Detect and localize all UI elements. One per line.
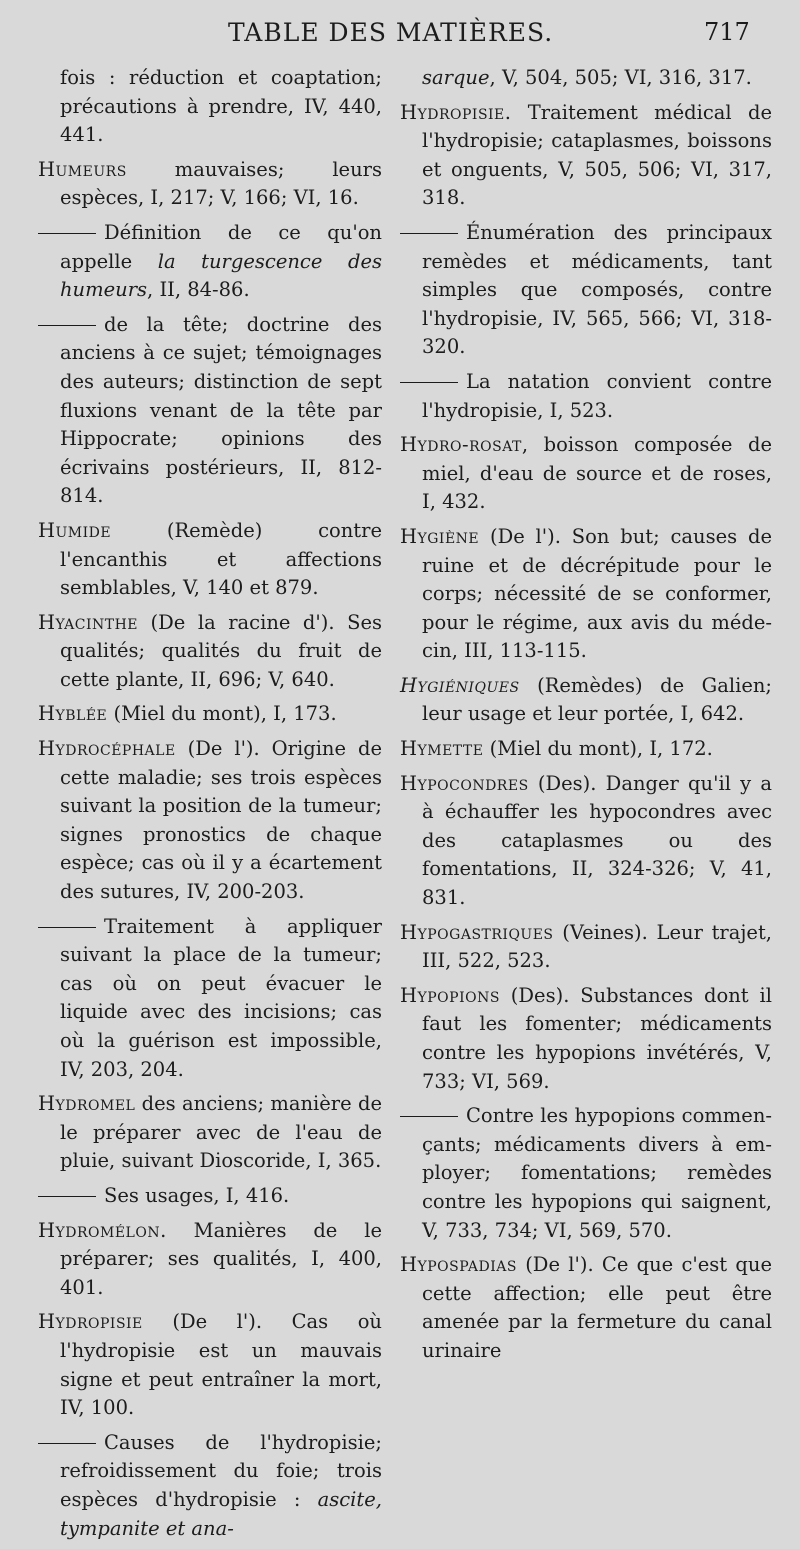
entry-text: de la tête; doctrine des anciens à ce sujet; témoignages des auteurs; distinction de sept fluxions venant de la tête par Hippocrate; opinions des écrivains postérieurs, II, 812-814. xyxy=(60,312,382,508)
index-entry xyxy=(38,700,382,729)
entry-text: (Miel du mont), I, 173. xyxy=(107,702,337,726)
entry-text: Manières de le préparer; ses qualités, I, 400, 401. xyxy=(60,1218,382,1299)
entry-headword: Hydromel xyxy=(38,1092,136,1116)
entry-text: Ses usages, I, 416. xyxy=(104,1183,290,1207)
index-entry xyxy=(38,609,382,695)
entry-text: (De l'). Ce que c'est que cette affection; elle peut être amenée par la fermeture du canal urinaire xyxy=(422,1253,772,1362)
entry-text: , boisson composée de miel, d'eau de source et de roses, I, 432. xyxy=(422,433,772,514)
entry-headword: Hydrocéphale xyxy=(38,737,176,761)
ditto-dash xyxy=(400,382,458,383)
entry-text: (Des). Danger qu'il y a à échauffer les hypocondres avec des cataplasmes ou des fomentations, II, 324-326; V, 41, 831. xyxy=(422,771,772,910)
index-entry xyxy=(400,982,772,1096)
index-entry xyxy=(38,1308,382,1422)
entry-headword: Hypocondres xyxy=(400,771,529,795)
sub-entry xyxy=(38,219,382,305)
running-header xyxy=(0,18,800,54)
index-entry xyxy=(400,1251,772,1365)
ditto-dash xyxy=(38,1196,96,1197)
entry-headword: Hydromélon. xyxy=(38,1218,167,1242)
page-number: 717 xyxy=(704,18,750,46)
entry-text: (Des). Substances dont il faut les fomenter; médicaments contre les hypopions invétérés, V, 733; VI, 569. xyxy=(422,983,772,1093)
entry-text: (De l'). Cas où l'hydropisie est un mauvais signe et peut entraîner la mort, IV, 100. xyxy=(60,1310,382,1420)
entry-text: (Miel du mont), I, 172. xyxy=(483,737,713,761)
index-entry xyxy=(400,431,772,517)
sub-entry xyxy=(400,219,772,362)
sub-entry xyxy=(400,368,772,425)
ditto-dash xyxy=(38,927,96,928)
index-entry xyxy=(400,99,772,213)
entry-text: Traitement à appliquer suivant la place de la tumeur; cas où on peut évacuer le liquide avec des incisions; cas où la guérison est impossible, IV, 203, 204. xyxy=(60,914,382,1081)
entry-text: mauvaises; leurs espèces, I, 217; V, 166; VI, 16. xyxy=(60,157,382,210)
entry-headword: Hydropisie. xyxy=(400,100,512,124)
entry-headword: Humeurs xyxy=(38,157,127,181)
index-entry xyxy=(400,919,772,976)
entry-text: Traitement médical de l'hydropisie; cataplasmes, boissons et onguents, V, 505, 506; VI, 317, 318. xyxy=(422,100,772,210)
ditto-dash xyxy=(400,233,458,234)
entry-text: (Veines). Leur trajet, III, 522, 523. xyxy=(422,920,772,973)
index-entry xyxy=(400,735,772,764)
entry-continuation xyxy=(38,64,382,150)
ditto-dash xyxy=(38,233,96,234)
ditto-dash xyxy=(38,1443,96,1444)
ditto-dash xyxy=(38,325,96,326)
entry-headword: Hymette xyxy=(400,737,484,761)
entry-text: (De la racine d'). Ses qualités; qualités du fruit de cette plante, II, 696; V, 640. xyxy=(60,610,382,691)
entry-text: La natation convient contre l'hydropisie, I, 523. xyxy=(422,369,772,422)
sub-entry xyxy=(38,311,382,511)
entry-headword: Hydropisie xyxy=(38,1310,143,1334)
left-column xyxy=(38,64,382,1549)
entry-headword: Hypopions xyxy=(400,983,500,1007)
entry-text: Contre les hypopions commençants; médicaments divers à employer; fomentations; remèdes contre les hypopions qui saignent, V, 733, 734; VI, 569, 570. xyxy=(422,1104,772,1242)
entry-text: , II, 84-86. xyxy=(147,278,250,302)
entry-text: (Remèdes) de Galien; leur usage et leur portée, I, 642. xyxy=(422,673,772,726)
index-entry xyxy=(38,1217,382,1303)
entry-text: (De l'). Son but; causes de ruine et de décrépitude pour le corps; nécessité de se conformer, pour le régime, aux avis du médecin, III, 113-115. xyxy=(422,524,772,663)
entry-headword: Humide xyxy=(38,518,112,542)
entry-text: des anciens; manière de le préparer avec de l'eau de pluie, suivant Dioscoride, I, 365. xyxy=(60,1092,382,1173)
entry-text: Définition de ce qu'on appelle xyxy=(60,220,382,273)
index-entry xyxy=(38,517,382,603)
right-column xyxy=(400,64,772,1372)
entry-text: (De l'). Origine de cette maladie; ses trois espèces suivant la position de la tumeur; signes pronostics de chaque espèce; cas où il y a écartement des sutures, IV, 200-203. xyxy=(60,737,382,904)
index-entry xyxy=(38,156,382,213)
sub-entry xyxy=(38,1182,382,1211)
sub-entry xyxy=(400,1102,772,1245)
entry-text: Énumération des principaux remèdes et médicaments, tant simples que composés, contre l'hydropisie, IV, 565, 566; VI, 318-320. xyxy=(422,220,772,359)
italic-term: ascite, tympanite et ana- xyxy=(60,1487,382,1540)
entry-headword: Hyblée xyxy=(38,702,108,726)
entry-headword: Hypospadias xyxy=(400,1253,517,1277)
page-title: TABLE DES MATIÈRES. xyxy=(228,18,554,47)
index-entry xyxy=(400,672,772,729)
entry-headword: Hydro-rosat xyxy=(400,433,522,457)
entry-headword: Hygiène xyxy=(400,524,480,548)
ditto-dash xyxy=(400,1116,458,1117)
index-entry xyxy=(38,735,382,907)
italic-term: sarque xyxy=(422,66,490,89)
index-entry xyxy=(400,523,772,666)
entry-text: (Remède) contre l'encanthis et affections semblables, V, 140 et 879. xyxy=(60,518,382,600)
sub-entry xyxy=(38,1429,382,1543)
entry-text: fois : réduction et coaptation; précautions à prendre, IV, 440, 441. xyxy=(60,66,382,147)
entry-text: , V, 504, 505; VI, 316, 317. xyxy=(489,66,752,89)
italic-term: la turgescence des humeurs xyxy=(60,249,382,302)
entry-headword: Hyacinthe xyxy=(38,610,139,634)
entry-headword: Hypogastriques xyxy=(400,920,554,944)
sub-entry xyxy=(38,913,382,1085)
index-entry xyxy=(400,770,772,913)
index-entry xyxy=(38,1090,382,1176)
entry-headword: Hygiéniques xyxy=(400,673,520,697)
entry-text: Causes de l'hydropisie; refroidissement du foie; trois espèces d'hydropisie : xyxy=(60,1430,382,1511)
entry-continuation xyxy=(400,64,772,93)
